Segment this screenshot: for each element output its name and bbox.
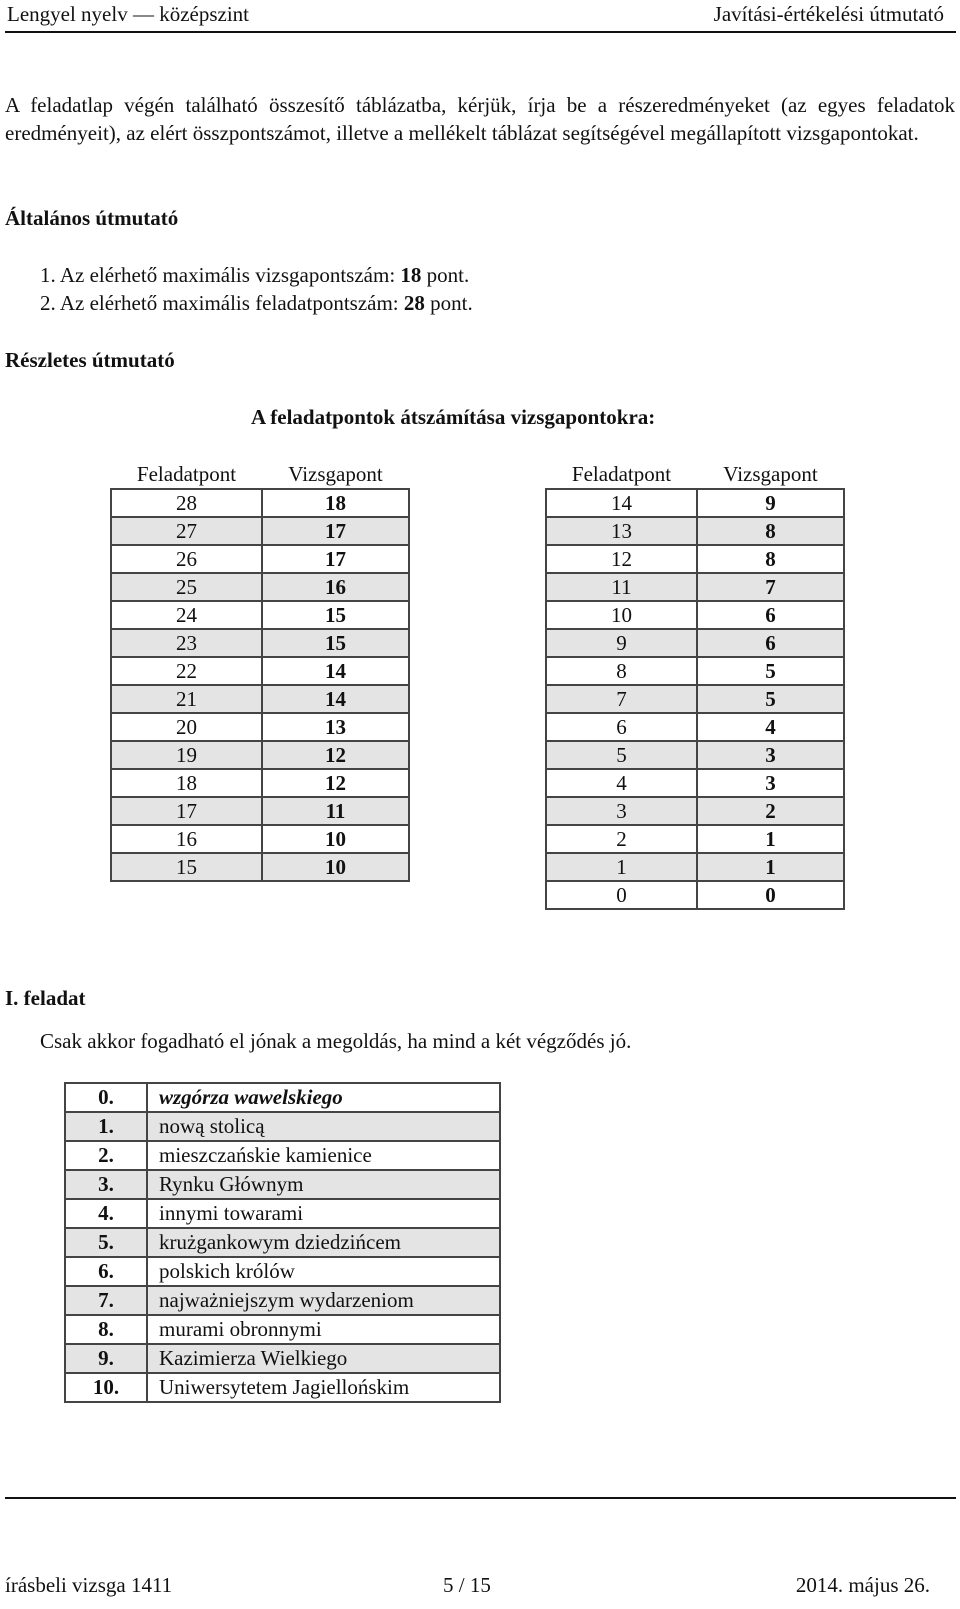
task-points-cell: 16 (111, 825, 262, 853)
exam-points-cell: 1 (697, 853, 844, 881)
conversion-table-left (110, 460, 410, 882)
exam-points-cell: 14 (262, 685, 409, 713)
table-row (546, 797, 844, 825)
item-text: Az elérhető maximális feladatpontszám: (59, 291, 399, 315)
item-number: 2. (40, 291, 56, 315)
exam-points-cell: 10 (262, 853, 409, 881)
exam-points-cell: 16 (262, 573, 409, 601)
col-header-task: Feladatpont (571, 462, 672, 486)
table-header-row (546, 460, 844, 489)
exam-points-cell: 12 (262, 769, 409, 797)
exam-points-cell: 3 (697, 741, 844, 769)
table-row (111, 545, 409, 573)
item-text: Az elérhető maximális vizsgapontszám: (59, 263, 396, 287)
answers-table (64, 1082, 501, 1403)
table-row (111, 629, 409, 657)
header-subject: Lengyel nyelv — középszint (7, 2, 250, 26)
answer-number-cell: 3. (65, 1170, 147, 1199)
table-row (546, 657, 844, 685)
exam-points-cell: 0 (697, 881, 844, 909)
task-points-cell: 28 (111, 489, 262, 517)
task-points-cell: 8 (546, 657, 697, 685)
table-row (65, 1257, 500, 1286)
task-points-cell: 20 (111, 713, 262, 741)
footer-page-number: 5 / 15 (443, 1573, 491, 1597)
answer-number-cell: 5. (65, 1228, 147, 1257)
item-value: 18 (400, 263, 422, 287)
table-row (65, 1083, 500, 1112)
task-points-cell: 10 (546, 601, 697, 629)
answer-number-cell: 7. (65, 1286, 147, 1315)
col-header-task: Feladatpont (136, 462, 237, 486)
answer-text-cell: nową stolicą (147, 1112, 500, 1141)
table-row (546, 769, 844, 797)
exam-points-cell: 17 (262, 517, 409, 545)
item-unit: pont. (430, 291, 473, 315)
table-row (546, 853, 844, 881)
exam-points-cell: 11 (262, 797, 409, 825)
answer-text-cell: murami obronnymi (147, 1315, 500, 1344)
answer-number-cell: 10. (65, 1373, 147, 1402)
answer-text-cell: najważniejszym wydarzeniom (147, 1286, 500, 1315)
exam-points-cell: 15 (262, 601, 409, 629)
exam-points-cell: 5 (697, 657, 844, 685)
answer-text-cell: Uniwersytetem Jagiellońskim (147, 1373, 500, 1402)
table-row (111, 825, 409, 853)
footer-date: 2014. május 26. (795, 1573, 930, 1597)
table-row (546, 881, 844, 909)
answer-number-cell: 2. (65, 1141, 147, 1170)
detailed-heading: Részletes útmutató (5, 348, 175, 372)
answer-number-cell: 0. (65, 1083, 147, 1112)
table-row (546, 601, 844, 629)
task-points-cell: 0 (546, 881, 697, 909)
task-points-cell: 18 (111, 769, 262, 797)
exam-points-cell: 9 (697, 489, 844, 517)
general-heading: Általános útmutató (5, 206, 179, 230)
task-points-cell: 6 (546, 713, 697, 741)
task-points-cell: 27 (111, 517, 262, 545)
exam-points-cell: 4 (697, 713, 844, 741)
table-row (546, 517, 844, 545)
exam-points-cell: 10 (262, 825, 409, 853)
task-points-cell: 26 (111, 545, 262, 573)
table-row (65, 1170, 500, 1199)
answer-text-cell: wzgórza wawelskiego (147, 1083, 500, 1112)
table-row (65, 1344, 500, 1373)
table-row (65, 1228, 500, 1257)
general-item-1 (40, 263, 469, 288)
task-points-cell: 5 (546, 741, 697, 769)
exam-points-cell: 2 (697, 797, 844, 825)
exam-points-cell: 14 (262, 657, 409, 685)
table-row (111, 797, 409, 825)
table-row (546, 713, 844, 741)
task-points-cell: 23 (111, 629, 262, 657)
answer-number-cell: 4. (65, 1199, 147, 1228)
table-row (111, 657, 409, 685)
exam-points-cell: 15 (262, 629, 409, 657)
table-row (111, 517, 409, 545)
answer-text-cell: innymi towarami (147, 1199, 500, 1228)
col-header-exam: Vizsgapont (288, 462, 383, 486)
task-points-cell: 24 (111, 601, 262, 629)
table-row (546, 489, 844, 517)
task-points-cell: 19 (111, 741, 262, 769)
task-points-cell: 7 (546, 685, 697, 713)
table-row (111, 601, 409, 629)
table-row (111, 489, 409, 517)
exam-points-cell: 12 (262, 741, 409, 769)
table-row (65, 1141, 500, 1170)
exam-points-cell: 1 (697, 825, 844, 853)
table-row (546, 573, 844, 601)
answer-text-cell: Kazimierza Wielkiego (147, 1344, 500, 1373)
exam-points-cell: 8 (697, 517, 844, 545)
table-row (65, 1315, 500, 1344)
table-row (111, 769, 409, 797)
exam-points-cell: 8 (697, 545, 844, 573)
task1-heading: I. feladat (5, 986, 86, 1010)
col-header-exam: Vizsgapont (723, 462, 818, 486)
table-row (111, 853, 409, 881)
exam-points-cell: 18 (262, 489, 409, 517)
table-row (65, 1112, 500, 1141)
task-points-cell: 25 (111, 573, 262, 601)
table-row (546, 825, 844, 853)
answer-text-cell: mieszczańskie kamienice (147, 1141, 500, 1170)
answer-text-cell: polskich królów (147, 1257, 500, 1286)
task-points-cell: 15 (111, 853, 262, 881)
exam-points-cell: 13 (262, 713, 409, 741)
table-row (65, 1286, 500, 1315)
task1-note: Csak akkor fogadható el jónak a megoldás, ha mind a két végződés jó. (40, 1029, 632, 1053)
footer-rule (5, 1497, 956, 1499)
exam-points-cell: 5 (697, 685, 844, 713)
task-points-cell: 11 (546, 573, 697, 601)
table-header-row (111, 460, 409, 489)
task-points-cell: 9 (546, 629, 697, 657)
answer-number-cell: 8. (65, 1315, 147, 1344)
table-row (65, 1199, 500, 1228)
footer-exam-code: írásbeli vizsga 1411 (5, 1573, 173, 1597)
table-row (546, 629, 844, 657)
item-value: 28 (403, 291, 425, 315)
exam-points-cell: 6 (697, 601, 844, 629)
table-row (546, 741, 844, 769)
item-unit: pont. (426, 263, 470, 287)
exam-points-cell: 6 (697, 629, 844, 657)
table-row (111, 741, 409, 769)
table-row (111, 713, 409, 741)
general-item-2 (40, 291, 473, 316)
answer-number-cell: 6. (65, 1257, 147, 1286)
answer-number-cell: 9. (65, 1344, 147, 1373)
conversion-table-title: A feladatpontok átszámítása vizsgapontokra: (251, 405, 656, 429)
task-points-cell: 12 (546, 545, 697, 573)
table-row (111, 685, 409, 713)
conversion-table-right (545, 460, 845, 910)
answer-text-cell: krużgankowym dziedzińcem (147, 1228, 500, 1257)
task-points-cell: 2 (546, 825, 697, 853)
task-points-cell: 3 (546, 797, 697, 825)
table-row (65, 1373, 500, 1402)
item-number: 1. (40, 263, 56, 287)
task-points-cell: 22 (111, 657, 262, 685)
task-points-cell: 17 (111, 797, 262, 825)
table-row (111, 573, 409, 601)
task-points-cell: 13 (546, 517, 697, 545)
task-points-cell: 21 (111, 685, 262, 713)
exam-points-cell: 17 (262, 545, 409, 573)
table-row (546, 545, 844, 573)
exam-points-cell: 3 (697, 769, 844, 797)
task-points-cell: 14 (546, 489, 697, 517)
header-doc-type: Javítási-értékelési útmutató (713, 2, 944, 26)
intro-paragraph: A feladatlap végén található összesítő táblázatba, kérjük, írja be a részeredményeket (az egyes feladatok eredményeit), az elért összpontszámot, illetve a mellékelt táblázat segítségével megállapított vizsgapontokat. (5, 93, 955, 145)
task-points-cell: 4 (546, 769, 697, 797)
answer-text-cell: Rynku Głównym (147, 1170, 500, 1199)
task-points-cell: 1 (546, 853, 697, 881)
header-rule (5, 31, 956, 33)
table-row (546, 685, 844, 713)
answer-number-cell: 1. (65, 1112, 147, 1141)
exam-points-cell: 7 (697, 573, 844, 601)
